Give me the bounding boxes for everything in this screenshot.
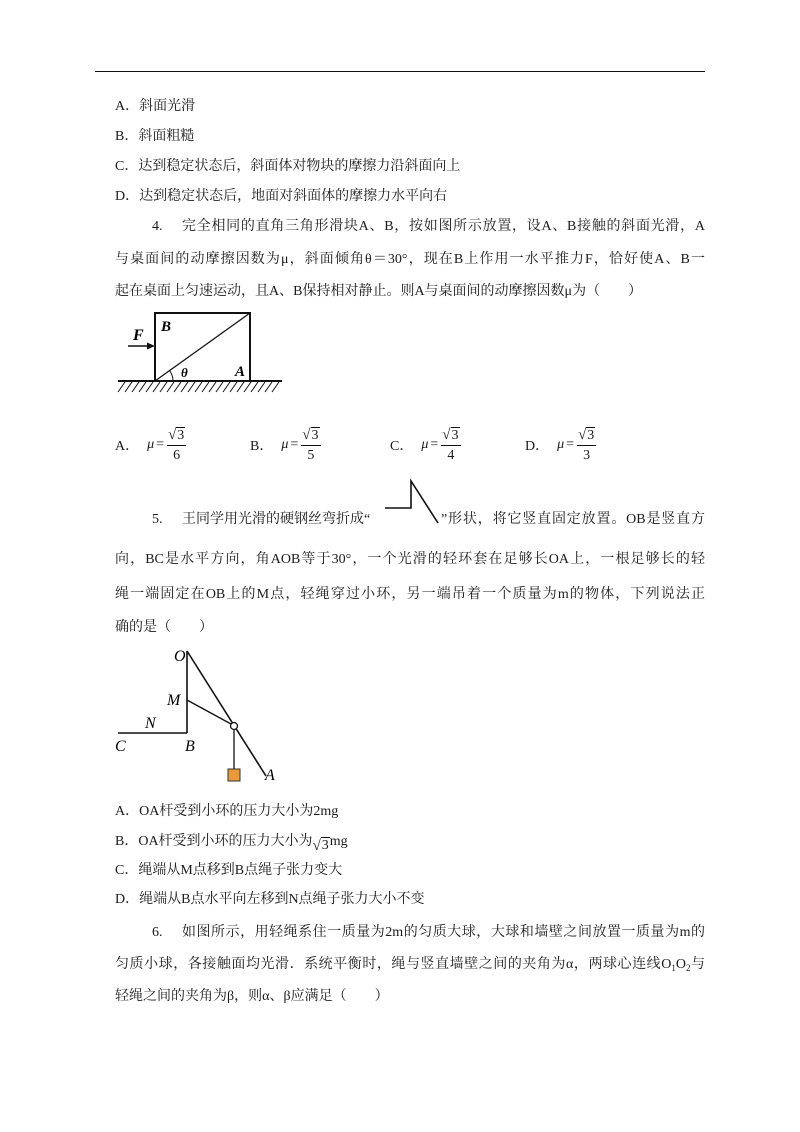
radicand: 3 [321, 838, 329, 854]
q5-line-4: 确的是（ ） [115, 620, 213, 635]
fraction [441, 427, 460, 463]
equals-sign: = [290, 437, 299, 452]
sqrt-sign: √ [312, 838, 321, 854]
fraction-numerator [577, 427, 596, 446]
option-label: C． [390, 439, 414, 454]
ground-hatch [118, 382, 279, 392]
q6-line-2 [115, 955, 705, 975]
q6-line-1: 如图所示，用轻绳系住一质量为2m的匀质大球，大球和墙壁之间放置一质量为m的 [182, 925, 705, 940]
q4-line-3: 起在桌面上匀速运动，且A、B保持相对静止。则A与桌面间的动摩擦因数μ为（ ） [115, 284, 643, 299]
q5-figure [110, 640, 285, 790]
sqrt-sign: √ [168, 427, 177, 443]
q5-option-b-text: B．OA杆受到小环的压力大小为 [115, 834, 313, 849]
q4-option-c [390, 426, 461, 464]
force-label: F [133, 327, 144, 344]
block-b-label: B [161, 319, 172, 335]
option-label: D． [525, 439, 550, 454]
o2-letter: O [675, 957, 686, 972]
rod-oa [187, 651, 266, 776]
fraction [577, 427, 596, 463]
q3-option-d: D．达到稳定状态后，地面对斜面体的摩擦力水平向右 [115, 189, 448, 204]
fraction-denominator: 6 [173, 448, 181, 463]
q5-line-3: 绳一端固定在OB上的M点，轻绳穿过小环，另一端吊着一个质量为m的物体，下列说法正 [115, 587, 705, 602]
point-o-label: O [174, 648, 186, 665]
q5-line-2: 向，BC是水平方向，角AOB等于30°，一个光滑的轻环套在足够长OA上，一根足够长的轻 [115, 552, 705, 567]
q5-line-1-before: 王同学用光滑的硬钢丝弯折成“ [182, 512, 371, 527]
point-m-label: M [167, 692, 181, 709]
fraction [167, 427, 186, 463]
fraction-denominator: 5 [307, 448, 315, 463]
q5-option-a: A．OA杆受到小环的压力大小为2mg [115, 804, 339, 819]
equals-sign: = [566, 437, 575, 452]
q6-line-3: 轻绳之间的夹角为β，则α、β应满足（ ） [115, 989, 389, 1004]
radicand: 3 [311, 428, 319, 443]
option-label: B． [250, 439, 274, 454]
header-rule [95, 71, 705, 72]
o1-subscript: 1 [671, 963, 676, 973]
mu-symbol: μ [281, 437, 289, 452]
fraction-denominator: 3 [583, 448, 591, 463]
fraction-denominator: 4 [447, 448, 455, 463]
equals-sign: = [156, 437, 165, 452]
fraction-numerator [301, 427, 320, 446]
q4-number: 4. [152, 219, 163, 234]
block-a-label: A [235, 364, 246, 380]
mu-symbol: μ [557, 437, 565, 452]
point-a-label: A [265, 767, 275, 784]
fraction-numerator [167, 427, 186, 446]
rope-m-to-ring [187, 700, 231, 724]
q4-line-1: 完全相同的直角三角形滑块A、B，按如图所示放置，设A、B接触的斜面光滑，A [182, 219, 705, 234]
q5-option-b [115, 830, 348, 854]
o2-subscript: 2 [685, 963, 691, 973]
mu-symbol: μ [421, 437, 429, 452]
q5-option-d: D．绳端从B点水平向左移到N点绳子张力大小不变 [115, 892, 425, 907]
sqrt-expression [313, 837, 330, 854]
q6-line-2-end: 与 [690, 957, 706, 972]
bent-wire-path [385, 481, 438, 523]
fraction [301, 427, 320, 463]
q5-option-c: C．绳端从M点移到B点绳子张力变大 [115, 863, 343, 878]
q5-line-1-after: ”形状，将它竖直固定放置。OB是竖直方 [441, 512, 705, 527]
q3-option-a: A．斜面光滑 [115, 99, 196, 114]
sqrt-sign: √ [442, 427, 451, 443]
q6-line-2-text: 匀质小球，各接触面均光滑．系统平衡时，绳与竖直墙壁之间的夹角为α，两球心连线 [115, 957, 662, 972]
hanging-weight [228, 769, 240, 781]
radicand: 3 [451, 428, 459, 443]
sqrt-sign: √ [578, 427, 587, 443]
point-b-label: B [185, 738, 195, 755]
q4-option-d [525, 426, 596, 464]
q3-option-c: C．达到稳定状态后，斜面体对物块的摩擦力沿斜面向上 [115, 159, 461, 174]
q5-number: 5. [152, 512, 163, 527]
fraction-numerator [441, 427, 460, 446]
q3-option-b: B．斜面粗糙 [115, 129, 195, 144]
q4-figure [110, 305, 290, 400]
q5-option-b-unit: mg [329, 834, 348, 849]
ring [231, 723, 238, 730]
q4-option-a [115, 426, 186, 464]
option-label: A． [115, 439, 140, 454]
o1-letter: O [661, 957, 672, 972]
angle-arc [170, 371, 173, 382]
angle-label: θ [181, 365, 188, 380]
point-n-label: N [145, 715, 156, 732]
bent-wire-shape-icon [380, 476, 442, 528]
q6-number: 6. [152, 925, 163, 940]
point-c-label: C [115, 738, 126, 755]
force-arrow-head [147, 343, 155, 350]
mu-symbol: μ [147, 437, 155, 452]
q4-line-2: 与桌面间的动摩擦因数为μ，斜面倾角θ＝30°，现在B上作用一水平推力F，恰好使A、B一 [115, 252, 705, 267]
radicand: 3 [177, 428, 185, 443]
sqrt-sign: √ [302, 427, 311, 443]
q4-option-b [250, 426, 321, 464]
equals-sign: = [430, 437, 439, 452]
radicand: 3 [587, 428, 595, 443]
